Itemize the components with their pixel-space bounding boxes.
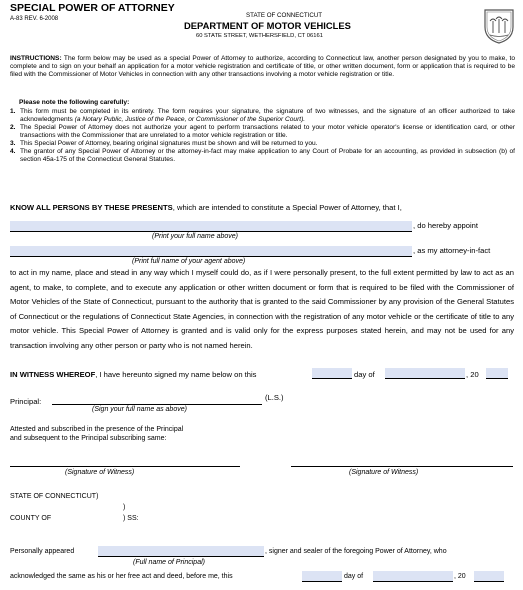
agent-name-input[interactable] [10,246,412,256]
witness-year-input[interactable] [486,368,508,378]
witness-day-input[interactable] [312,368,352,378]
form-title: SPECIAL POWER OF ATTORNEY [10,2,175,14]
principal-name-caption: (Full name of Principal) [133,559,205,566]
form-revision: A-83 REV. 6-2008 [10,16,59,22]
witness-1-caption: (Signature of Witness) [65,469,135,476]
day-of-text: day of [354,370,375,379]
notary-year-prefix-text: , 20 [454,573,466,580]
connecticut-state-seal-icon [482,7,516,45]
witness-month-underline [385,378,465,379]
witness-year-underline [486,378,508,379]
witness-2-caption: (Signature of Witness) [349,469,419,476]
attested-line-1: Attested and subscribed in the presence of the Principal [10,426,184,433]
notes-heading: Please note the following carefully: [19,99,130,106]
acknowledged-text: acknowledged the same as his or her free act and deed, before me, this [10,573,233,580]
note-item: 3. This Special Power of Attorney, bearing original signatures must be shown and will be returned to you. [10,140,318,147]
state-of-connecticut: STATE OF CONNECTICUT) [10,493,99,500]
signer-sealer-text: , signer and sealer of the foregoing Power of Attorney, who [265,548,447,555]
year-prefix-text: , 20 [466,370,479,379]
know-all-persons-line: KNOW ALL PERSONS BY THESE PRESENTS, which are intended to constitute a Special Power of Attorney, that I, [10,203,402,212]
notary-month-input[interactable] [373,571,453,581]
notary-day-input[interactable] [302,571,342,581]
principal-name-underline [98,556,264,557]
personally-appeared-text: Personally appeared [10,548,75,555]
note-item: 2. The Special Power of Attorney does not authorize your agent to perform transactions related to your motor vehicle operator's license or identification card, or other transactions with the Commissioner that are unrelated to a motor vehicle registration or title. [10,124,515,139]
note-item: 4. The grantor of any Special Power of Attorney or the attorney-in-fact may make application to any Court of Probate for an accounting, as provided in subsection (b) of section 45a-175 of the Connecticut General Statutes. [10,148,515,163]
instructions-text: INSTRUCTIONS: The form below may be used as a special Power of Attorney to authorize, according to Connecticut law, another person designated by you to make, to complete and to sign on your behalf an application for a motor vehicle registration and certificate of title, or other written document, form or application that is required to be filed with the Commissioner of Motor Vehicles in connection with any other transactions involving a motor vehicle registration or title. [10,55,515,78]
note-item: 1. This form must be completed in its entirety. The form requires your signature, the signature of two witnesses, and the signature of an officer authorized to take acknowledgments (a Notary Public, Justice of the Peace, or Commissioner of the Superior Court). [10,108,515,123]
principal-signature-line[interactable] [52,404,262,405]
attested-line-2: and subsequent to the Principal subscribing same: [10,435,167,442]
principal-name-input[interactable] [98,546,264,556]
notary-month-underline [373,581,453,582]
department-address: 60 STATE STREET, WETHERSFIELD, CT 06161 [196,33,323,39]
county-of-label: COUNTY OF [10,515,52,522]
notary-day-of-text: day of [344,573,364,580]
witness-day-underline [312,378,352,379]
ls-mark: (L.S.) [265,393,284,402]
notary-year-underline [474,581,504,582]
department-name: DEPARTMENT OF MOTOR VEHICLES [184,20,351,31]
appoint-text: , do hereby appoint [413,221,479,230]
sign-name-caption: (Sign your full name as above) [92,406,187,413]
grantor-name-underline [10,231,412,232]
notary-year-input[interactable] [474,571,504,581]
notes-list [10,108,515,164]
print-name-caption: (Print your full name above) [152,233,238,240]
witness-month-input[interactable] [385,368,465,378]
authorization-paragraph: to act in my name, place and stead in any way which I myself could do, as if I were personally present, to the full extent permitted by law to act as an agent, to make, to complete, and to execute any application or other written document or form that is required to be filed with the Commissioner of Motor Vehicles of the State of Connecticut, pursuant to the authority that is granted to the said Commissioner by any provision of the General Statutes of Connecticut or the regulations of Connecticut State Agencies, in connection with the registration of any motor vehicle or the certificate of title to any motor vehicle. This Special Power of Attorney is granted and is valid only for the express purposes stated herein, and may not be used for any transaction involving any other person or party who is not named herein. [10,268,514,350]
witness-1-signature-line[interactable] [10,466,240,467]
notary-day-underline [302,581,342,582]
grantor-name-input[interactable] [10,221,412,231]
ss-label: ) SS: [123,515,139,522]
principal-label: Principal: [10,397,42,406]
in-witness-line: IN WITNESS WHEREOF, I have hereunto signed my name below on this [10,370,257,379]
state-name: STATE OF CONNECTICUT [246,12,323,19]
print-agent-caption: (Print full name of your agent above) [132,258,246,265]
agent-name-underline [10,256,412,257]
witness-2-signature-line[interactable] [291,466,513,467]
venue-paren: ) [123,504,126,511]
attorney-in-fact-text: , as my attorney-in-fact [413,246,491,255]
